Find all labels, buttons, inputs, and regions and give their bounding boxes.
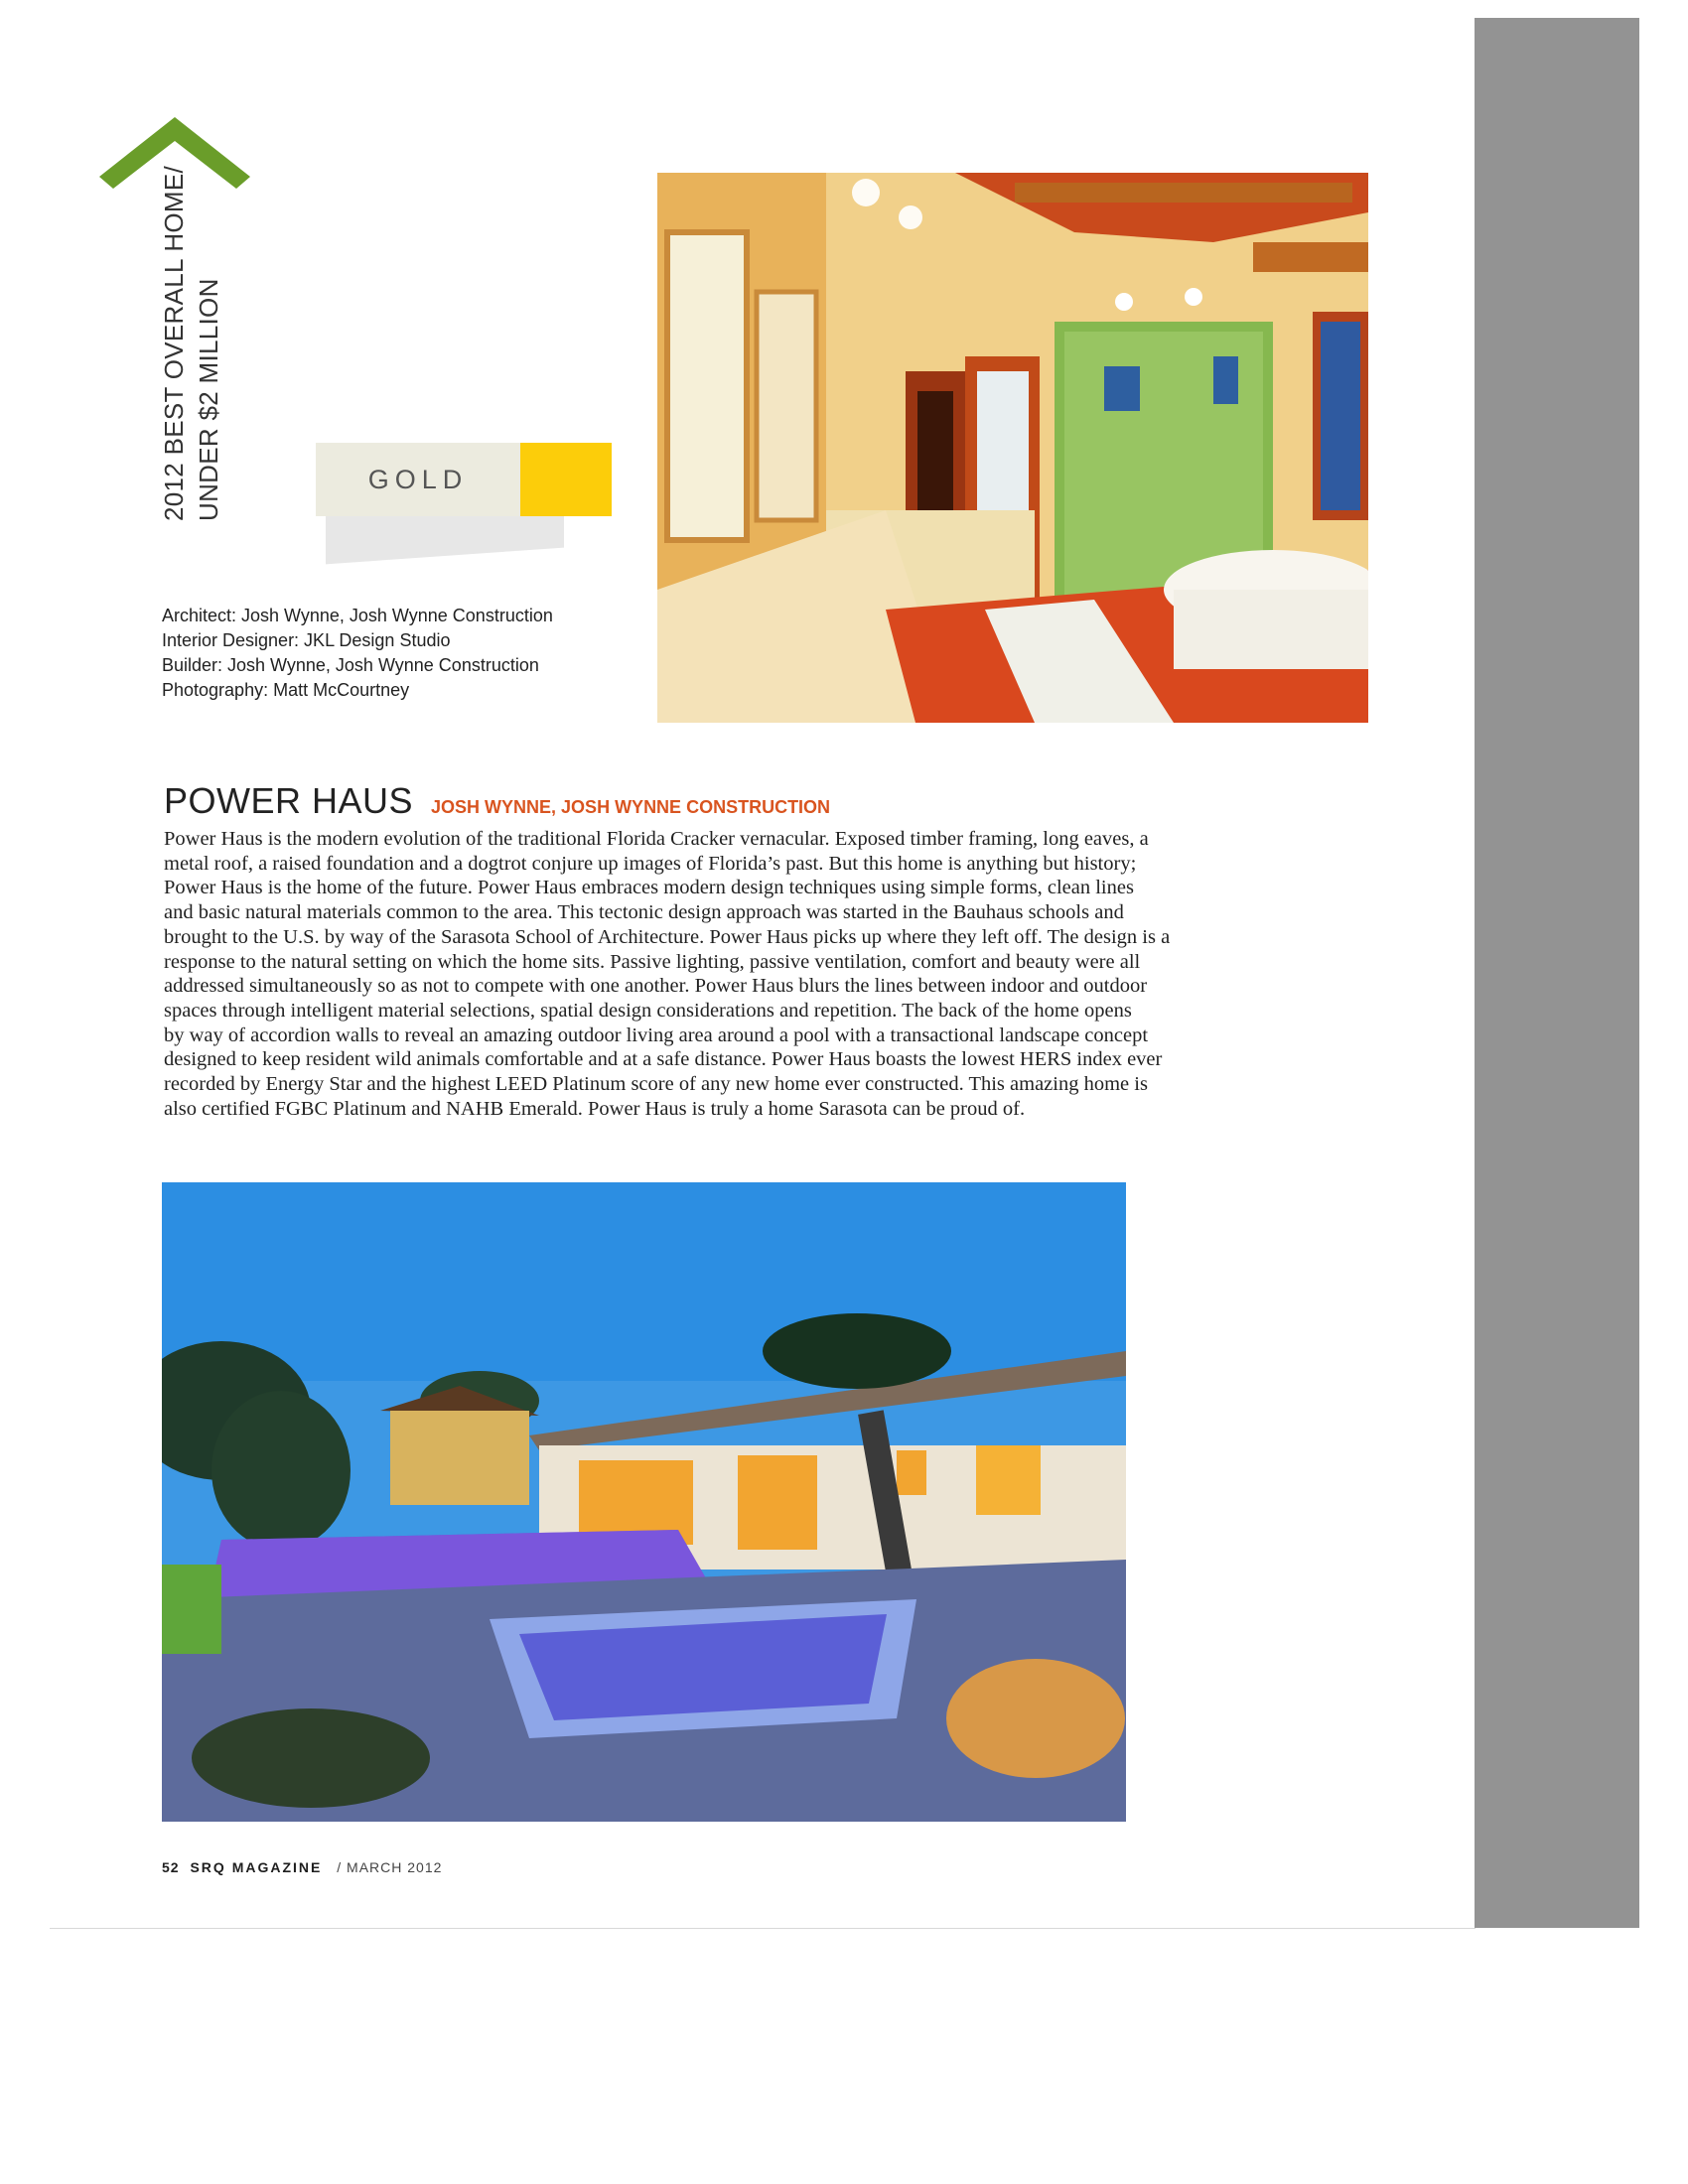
body-line: by way of accordion walls to reveal an amazing outdoor living area around a pool with a transactional landscape concept	[164, 1024, 1149, 1046]
body-line: spaces through intelligent material selections, spatial design considerations and repetition. The back of the home opens	[164, 999, 1132, 1022]
article-byline: JOSH WYNNE, JOSH WYNNE CONSTRUCTION	[431, 797, 831, 817]
body-line: metal roof, a raised foundation and a dogtrot conjure up images of Florida’s past. But this home is anything but history;	[164, 852, 1137, 875]
award-badge-swatch	[520, 443, 612, 516]
project-credits	[162, 604, 553, 703]
exterior-pool-photo	[162, 1182, 1126, 1822]
magazine-name: SRQ MAGAZINE	[190, 1859, 323, 1875]
body-line: Power Haus is the home of the future. Power Haus embraces modern design techniques using simple forms, clean lines	[164, 877, 1134, 899]
body-line: also certified FGBC Platinum and NAHB Emerald. Power Haus is truly a home Sarasota can be proud of.	[164, 1097, 1026, 1120]
body-line: response to the natural setting on which the home sits. Passive lighting, passive ventilation, comfort and beauty were all	[164, 950, 1141, 973]
page-number: 52	[162, 1859, 180, 1875]
issue-date: / MARCH 2012	[337, 1859, 443, 1875]
award-category-line-1: 2012 BEST OVERALL HOME/	[159, 165, 189, 521]
page-footer	[162, 1859, 442, 1875]
body-line: brought to the U.S. by way of the Sarasota School of Architecture. Power Haus picks up where they left off. The design is a	[164, 925, 1171, 948]
award-level: GOLD	[367, 464, 469, 494]
credit-builder: Builder: Josh Wynne, Josh Wynne Construction	[162, 655, 539, 675]
gray-side-bar	[1475, 18, 1639, 1928]
credit-photography: Photography: Matt McCourtney	[162, 680, 410, 700]
body-line: and basic natural materials common to the area. This tectonic design approach was started in the Bauhaus schools and	[164, 901, 1124, 924]
credit-architect: Architect: Josh Wynne, Josh Wynne Construction	[162, 606, 553, 625]
article-body	[164, 827, 1370, 1121]
award-category-title	[157, 164, 226, 521]
credit-interior-designer: Interior Designer: JKL Design Studio	[162, 630, 451, 650]
award-badge	[316, 443, 520, 516]
article-title: POWER HAUS	[164, 780, 414, 821]
article-headline	[164, 780, 830, 822]
page-bottom-rule	[50, 1928, 1476, 1929]
body-line: Power Haus is the modern evolution of the traditional Florida Cracker vernacular. Exposed timber framing, long eaves, a	[164, 828, 1149, 850]
bathroom-photo	[657, 173, 1368, 723]
body-line: recorded by Energy Star and the highest LEED Platinum score of any new home ever constructed. This amazing home is	[164, 1073, 1148, 1096]
body-line: designed to keep resident wild animals comfortable and at a safe distance. Power Haus boasts the lowest HERS index ever	[164, 1048, 1163, 1071]
body-line: addressed simultaneously so as not to compete with one another. Power Haus blurs the lines between indoor and outdoor	[164, 975, 1148, 998]
award-category-line-2: UNDER $2 MILLION	[194, 278, 223, 521]
